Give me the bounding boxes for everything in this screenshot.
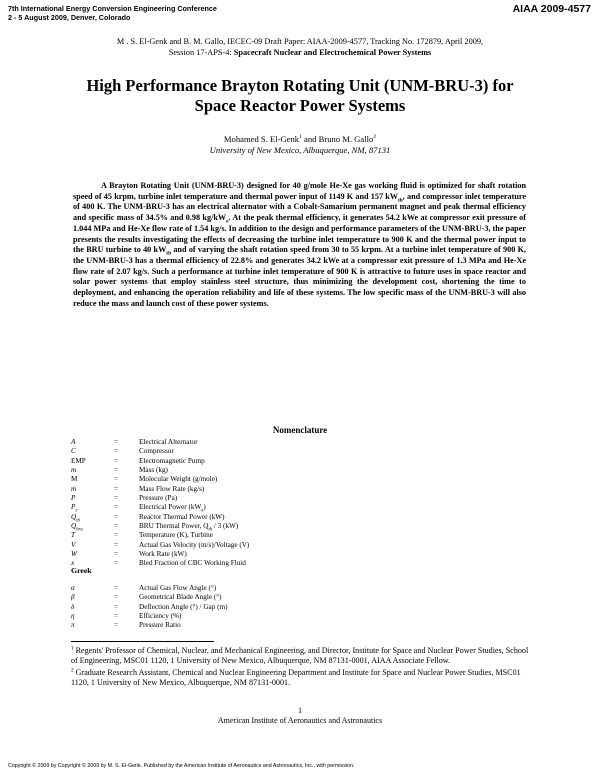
symbol-base: P bbox=[71, 503, 76, 512]
author-2: Bruno M. Gallo bbox=[318, 134, 374, 144]
footnotes bbox=[71, 646, 530, 690]
equals: = bbox=[114, 522, 119, 531]
equals: = bbox=[114, 438, 119, 446]
session-prefix: Session 17-APS-4: bbox=[168, 47, 234, 57]
greek-heading: Greek bbox=[71, 566, 92, 575]
equals: = bbox=[114, 550, 119, 559]
author-1-mark: 1 bbox=[299, 134, 302, 141]
symbol: α bbox=[71, 584, 75, 592]
copyright-notice: Copyright © 2009 by Copyright © 2009 by M. S. El-Genk. Published by the American Institute of Aeronautics and Astronautics, Inc., with permission. bbox=[8, 763, 355, 769]
symbol-base: Q bbox=[71, 522, 77, 531]
paper-title bbox=[0, 76, 600, 115]
symbol-base: Q bbox=[71, 512, 77, 521]
symbol: A bbox=[71, 438, 76, 446]
definition-sub: th bbox=[208, 527, 213, 533]
definition: Compressor bbox=[139, 447, 174, 456]
equals: = bbox=[114, 512, 119, 521]
definition: Actual Gas Velocity (m/s)/Voltage (V) bbox=[139, 540, 250, 549]
symbol: W bbox=[71, 550, 77, 559]
equals: = bbox=[114, 484, 119, 493]
page-number: 1 bbox=[298, 706, 302, 715]
symbol bbox=[71, 503, 77, 512]
author-line bbox=[0, 134, 600, 145]
symbol: β bbox=[71, 593, 75, 602]
equals: = bbox=[114, 540, 119, 549]
symbol: P bbox=[71, 494, 76, 503]
authors-block bbox=[0, 134, 600, 156]
organization-footer: American Institute of Aeronautics and Astronautics bbox=[217, 716, 383, 725]
abstract-part-2: , and compressor inlet temperature of 400 K. The UNM-BRU-3 has an electrical alternator with a Cobalt-Samarium permanent magnet and peak thermal efficiency and specific mass of 34.5% and 0.98 kg/kW bbox=[73, 191, 526, 223]
footnote-2-mark: 2 bbox=[71, 667, 74, 674]
definition-tail: ) bbox=[203, 503, 206, 512]
abstract-part-3: . At the peak thermal efficiency, it generates 54.2 kWe at compressor exit pressure of 1.044 MPa and He-Xe flow rate of 1.54 kg/s. In addition to the design and performance parameters of the UNM-BRU-3, the paper presents the results investigating the effects of decreasing the turbine inlet temperature to 900 K and the thermal power input to the BRU turbine to 40 kW bbox=[73, 213, 526, 255]
symbol: EMP bbox=[71, 456, 86, 465]
definition: Electrical Alternator bbox=[139, 438, 198, 446]
abstract-sub-3: th bbox=[166, 250, 172, 257]
symbol-sub: e bbox=[75, 508, 78, 514]
author-2-mark: 2 bbox=[373, 134, 377, 141]
definition: Deflection Angle (°) / Gap (m) bbox=[139, 602, 228, 611]
equals: = bbox=[114, 456, 119, 465]
title-line-1: High Performance Brayton Rotating Unit (UNM-BRU-3) for bbox=[86, 76, 514, 95]
equals: = bbox=[114, 559, 119, 568]
abstract-sub-2: e bbox=[226, 218, 229, 225]
definition-sub: e bbox=[201, 508, 204, 514]
definition: Mass Flow Rate (kg/s) bbox=[139, 484, 205, 493]
equals: = bbox=[114, 612, 119, 621]
symbol: π bbox=[71, 621, 75, 630]
symbol: m bbox=[71, 466, 77, 475]
paper-id: AIAA 2009-4577 bbox=[512, 3, 591, 15]
definition: Geometrical Blade Angle (°) bbox=[139, 593, 222, 602]
symbol: δ bbox=[71, 602, 75, 611]
footnote-1-text: Regents' Professor of Chemical, Nuclear, and Mechanical Engineering, and Director, Institute for Space and Nuclear Power Studies, School of Engineering, MSC01 1120, 1 University of New Mexico, Albuquerque, NM 87131-0001, AIAA Associate Fellow. bbox=[71, 646, 529, 665]
symbol: η bbox=[71, 612, 75, 621]
conference-header bbox=[8, 5, 217, 22]
equals: = bbox=[114, 584, 119, 592]
equals: = bbox=[114, 621, 119, 630]
session-name: Spacecraft Nuclear and Electrochemical Power Systems bbox=[233, 47, 432, 57]
definition bbox=[139, 503, 206, 512]
footnote-2 bbox=[71, 668, 530, 688]
footnote-divider bbox=[71, 641, 214, 642]
affiliation: University of New Mexico, Albuquerque, NM, 87131 bbox=[209, 145, 391, 155]
equals: = bbox=[114, 593, 119, 602]
equals: = bbox=[114, 602, 119, 611]
definition: Pressure Ratio bbox=[139, 621, 181, 630]
abstract-sub-1: th bbox=[398, 197, 403, 204]
definition-text: Electrical Power (kW bbox=[139, 503, 202, 512]
author-and: and bbox=[301, 134, 319, 144]
definition: Efficiency (%) bbox=[139, 612, 182, 621]
abstract-part-1: A Brayton Rotating Unit (UNM-BRU-3) designed for 40 g/mole He-Xe gas working fluid is optimized for shaft rotation speed of 45 krpm, turbine inlet temperature and thermal power input of 1149 K and 157 kW bbox=[73, 181, 526, 201]
nomenclature-heading: Nomenclature bbox=[272, 425, 328, 435]
definition: Pressure (Pa) bbox=[139, 494, 178, 503]
draft-info bbox=[0, 37, 600, 58]
definition-tail: / 3 (kW) bbox=[212, 522, 239, 531]
symbol: C bbox=[71, 447, 76, 456]
footnote-1-mark: 1 bbox=[71, 645, 74, 652]
equals: = bbox=[114, 466, 119, 475]
abstract-part-4: and of varying the shaft rotation speed from 30 to 55 krpm. At a turbine inlet temperature of 900 K, the UNM-BRU-3 has a thermal efficiency of 22.8% and generates 34.2 kWe at a compressor exit pressure of 1.3 MPa and He-Xe flow rate of 2.07 kg/s. Such a performance at turbine inlet temperature of 900 K is attractive to future uses in space reactor and solar power systems that employ stainless steel structure, thus minimizing the development cost, shortening the time to deployment, and enhancing the operation reliability and life of these systems. The low specific mass of the UNM-BRU-3 will also reduce the mass and launch cost of these power systems. bbox=[73, 245, 526, 308]
equals: = bbox=[114, 503, 119, 512]
equals: = bbox=[114, 475, 119, 484]
symbol-sub: bru bbox=[76, 527, 83, 533]
author-1: Mohamed S. El-Genk bbox=[223, 134, 300, 144]
definition bbox=[139, 522, 238, 531]
session-line bbox=[0, 48, 600, 59]
conference-name: 7th International Energy Conversion Engineering Conference bbox=[8, 4, 217, 13]
equals: = bbox=[114, 531, 119, 540]
definition: Mass (kg) bbox=[139, 466, 168, 475]
definition-text: BRU Thermal Power, Q bbox=[139, 522, 209, 531]
equals: = bbox=[114, 447, 119, 456]
definition: Actual Gas Flow Angle (°) bbox=[139, 584, 217, 592]
footnote-2-text: Graduate Research Assistant, Chemical and Nuclear Engineering Department and Institute for Space and Nuclear Power Studies, MSC01 1120, 1 University of New Mexico, Albuquerque, NM 87131-0001. bbox=[71, 668, 521, 687]
title-line-2: Space Reactor Power Systems bbox=[194, 95, 406, 115]
symbol-sub: th bbox=[76, 518, 80, 524]
conference-dates: 2 - 5 August 2009, Denver, Colorado bbox=[8, 12, 131, 22]
definition: Work Rate (kW) bbox=[139, 550, 187, 559]
symbol: V bbox=[71, 540, 76, 549]
definition: Electromagnetic Pump bbox=[139, 456, 205, 465]
definition: Molecular Weight (g/mole) bbox=[139, 475, 218, 484]
draft-line: M . S. El-Genk and B. M. Gallo, IECEC-09 Draft Paper: AIAA-2009-4577, Tracking No. 172879, April 2009, bbox=[116, 37, 484, 46]
symbol: ṁ bbox=[71, 484, 77, 493]
symbol: x bbox=[71, 559, 75, 568]
symbol bbox=[71, 513, 80, 522]
definition: Temperature (K), Turbine bbox=[139, 531, 213, 540]
equals: = bbox=[114, 494, 119, 503]
definition: Bled Fraction of CBC Working Fluid bbox=[139, 559, 246, 568]
symbol bbox=[71, 522, 83, 531]
symbol: M bbox=[71, 475, 78, 484]
footnote-1 bbox=[71, 646, 530, 666]
abstract bbox=[73, 181, 526, 309]
symbol: T bbox=[71, 531, 75, 540]
definition: Reactor Thermal Power (kW) bbox=[139, 512, 225, 521]
